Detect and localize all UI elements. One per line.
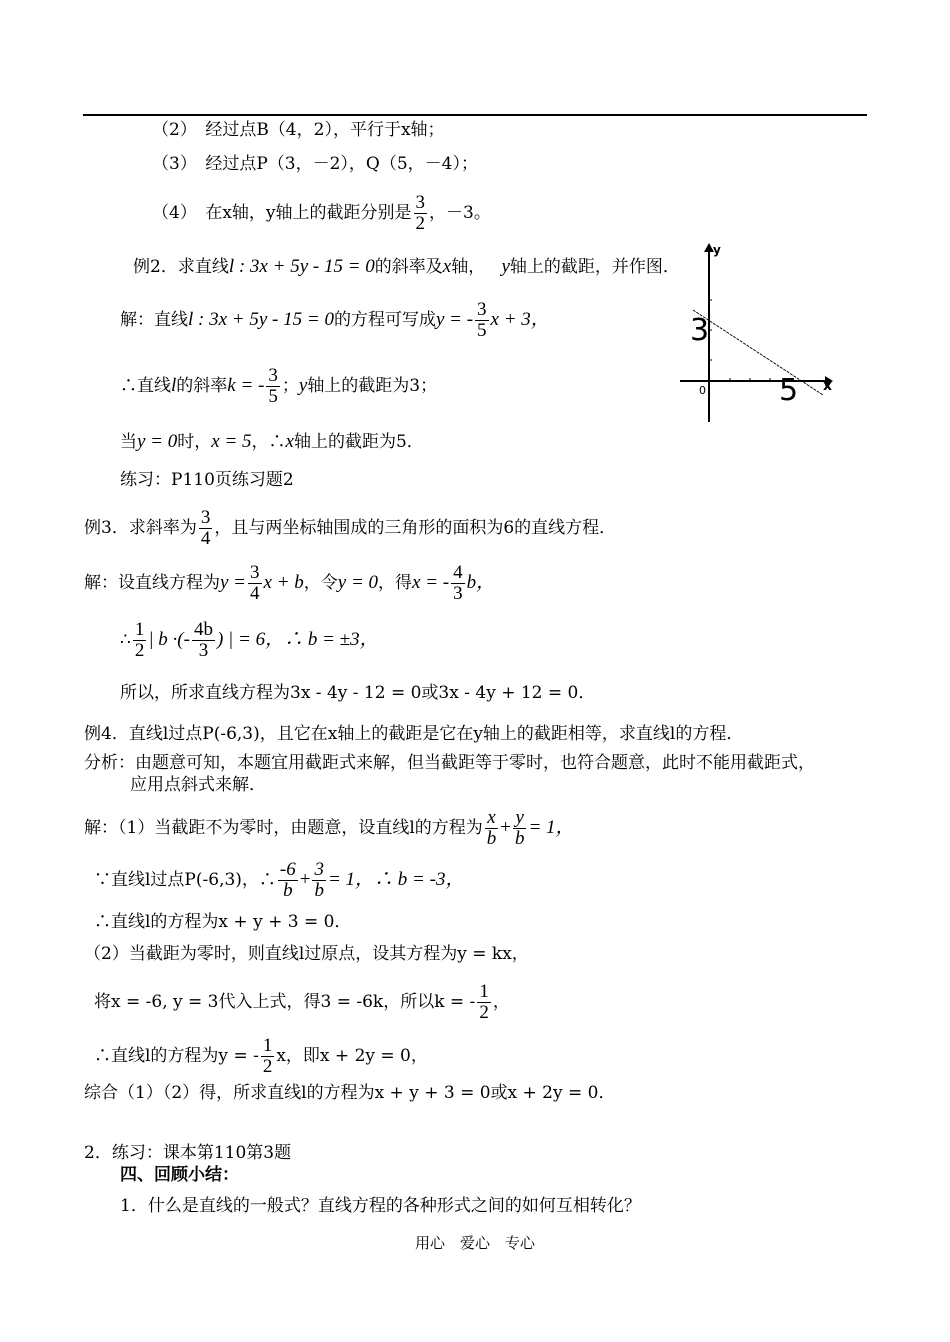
summary-question-1: 1．什么是直线的一般式？直线方程的各种形式之间的如何互相转化？ [120,1196,641,1216]
x-intercept-label: 5 [779,373,799,408]
line-graph [675,240,835,425]
solution-4a: 解：（1）当截距不为零时，由题意，设直线l的方程为 $\frac{x}{b}$ + $\frac{y}{b}$ = 1， [84,807,575,849]
page-footer: 用心 爱心 专心 [414,1234,535,1252]
solution-4d: （2）当截距为零时，则直线l过原点，设其方程为y = kx， [84,944,529,964]
solution-4e: 将x = -6, y = 3代入上式，得3 = -6k，所以k = - $\frac{1}{2}$ ， [94,981,510,1023]
slope-line: ∴直线l的斜率k = - $\frac{3}{5}$ ；y轴上的截距为3； [120,365,438,407]
analysis-4a: 分析：由题意可知，本题宜用截距式来解，但当截距等于零时，也符合题意，此时不能用截距式， [84,753,815,773]
item-4: （4） 在x轴，y轴上的截距分别是 $\frac{3}{2}$ ，－3。 [152,192,491,234]
practice-2: 2．练习：课本第110第3题 [84,1143,292,1163]
x-label: x [823,378,833,394]
example-2: 例2．求直线l : 3x + 5y - 15 = 0的斜率及x轴， y轴上的截距，并作图． [133,256,680,277]
solution-3c: 所以，所求直线方程为3x - 4y - 12 = 0或3x - 4y + 12 = 0． [120,683,596,703]
example-3: 例3．求斜率为 $\frac{3}{4}$ ，且与两坐标轴围成的三角形的面积为6的直线方程． [84,507,617,549]
graph-line [693,310,823,395]
origin-label: 0 [699,384,706,397]
analysis-4b: 应用点斜式来解． [130,775,266,795]
solution-3b: ∴ $\frac{1}{2}$ | b ·(- $\frac{4b}{3}$ ) | = 6，∴ b = ±3， [120,619,379,661]
item-3: （3） 经过点P（3，－2），Q（5，－4）； [152,154,478,174]
solution-4b: ∵直线l过点P(-6,3)，∴ $\frac{-6}{b}$ + $\frac{3}{b}$ = 1，∴ b = -3， [94,859,465,901]
solution-4c: ∴直线l的方程为x + y + 3 = 0． [94,912,352,932]
solution-3a: 解：设直线方程为y = $\frac{3}{4}$ x + b，令y = 0，得x = - $\frac{4}{3}$ b， [84,562,496,604]
section-summary-heading: 四、回顾小结： [120,1165,239,1185]
solution-2: 解：直线l : 3x + 5y - 15 = 0的方程可写成y = - $\frac{3}{5}$ x + 3， [120,299,550,341]
header-rule [83,114,867,116]
example-4: 例4．直线l过点P(-6,3)，且它在x轴上的截距是它在y轴上的截距相等，求直线l的方程． [84,724,744,744]
x-intercept-line: 当y = 0时，x = 5，∴x轴上的截距为5． [120,431,424,452]
practice-1: 练习：P110页练习题2 [120,470,294,490]
solution-4f: ∴直线l的方程为y = - $\frac{1}{2}$ x，即x + 2y = 0， [94,1035,428,1077]
y-label: y [713,243,721,257]
y-intercept-label: 3 [690,313,710,348]
item-2: （2） 经过点B（4，2），平行于x轴； [152,120,445,140]
solution-4g: 综合（1）（2）得，所求直线l的方程为x + y + 3 = 0或x + 2y = 0． [84,1083,616,1103]
